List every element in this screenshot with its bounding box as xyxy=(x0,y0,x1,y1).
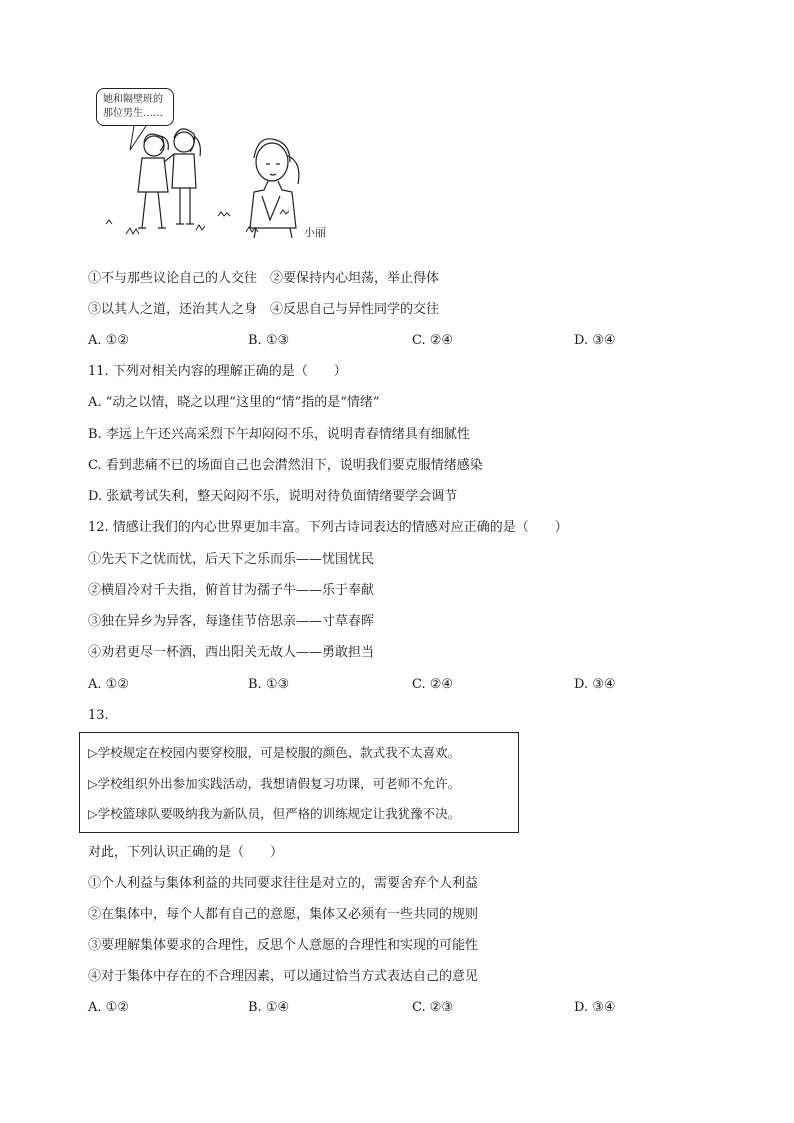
q13-scenario-1: ▷学校规定在校园内要穿校服，可是校服的颜色、款式我不太喜欢。 xyxy=(88,745,461,760)
q10-item-line-1: ①不与那些议论自己的人交往 ②要保持内心坦荡，举止得体 xyxy=(88,271,440,286)
speech-bubble-line-1: 她和隔壁班的 xyxy=(103,94,163,105)
cartoon-illustration xyxy=(96,88,346,248)
q13-scenario-3: ▷学校篮球队要吸纳我为新队员，但严格的训练规定让我犹豫不决。 xyxy=(88,806,461,821)
gossiping-girl-right xyxy=(172,129,200,224)
speech-bubble-line-2: 那位男生…… xyxy=(103,108,163,119)
q11-choice-c: C. 看到悲痛不已的场面自己也会潸然泪下，说明我们要克服情绪感染 xyxy=(88,458,483,473)
q11-choice-d: D. 张斌考试失利，整天闷闷不乐，说明对待负面情绪要学会调节 xyxy=(88,489,458,504)
q11-choice-a: A. “动之以情，晓之以理”这里的“情”指的是“情绪” xyxy=(88,395,380,410)
q12-item-3: ③独在异乡为异客，每逢佳节倍思亲——寸草春晖 xyxy=(88,614,375,629)
q10-option-d: D. ③④ xyxy=(574,333,616,348)
q13-item-2: ②在集体中，每个人都有自己的意愿，集体又必须有一些共同的规则 xyxy=(88,907,479,922)
gossiping-girl-left xyxy=(138,134,174,228)
grass-marks xyxy=(106,210,289,234)
q13-number: 13. xyxy=(88,708,109,723)
q12-item-2: ②横眉冷对千夫指，俯首甘为孺子牛——乐于奉献 xyxy=(88,583,375,598)
xiaoli-figure xyxy=(250,139,299,238)
q10-option-c: C. ②④ xyxy=(412,333,454,348)
q13-item-1: ①个人利益与集体利益的共同要求往往是对立的，需要舍弃个人利益 xyxy=(88,876,479,891)
q12-option-d: D. ③④ xyxy=(574,677,616,692)
q11-choice-b: B. 李远上午还兴高采烈下午却闷闷不乐，说明青春情绪具有细腻性 xyxy=(88,427,470,442)
q13-option-d: D. ③④ xyxy=(574,1000,616,1015)
q13-option-a: A. ①② xyxy=(88,1000,129,1015)
q12-options xyxy=(88,677,648,693)
q13-options xyxy=(88,1000,648,1016)
q13-item-3: ③要理解集体要求的合理性，反思个人意愿的合理性和实现的可能性 xyxy=(88,938,479,953)
q11-stem: 11. 下列对相关内容的理解正确的是（ ） xyxy=(88,364,347,379)
q13-stem: 对此，下列认识正确的是（ ） xyxy=(88,845,284,860)
q10-option-b: B. ①③ xyxy=(248,333,290,348)
q13-option-b: B. ①④ xyxy=(248,1000,290,1015)
q13-option-c: C. ②③ xyxy=(412,1000,454,1015)
q12-stem: 12. 情感让我们的内心世界更加丰富。下列古诗词表达的情感对应正确的是（ ） xyxy=(88,520,568,535)
q13-scenario-2: ▷学校组织外出参加实践活动，我想请假复习功课，可老师不允许。 xyxy=(88,776,461,791)
q12-item-1: ①先天下之忧而忧，后天下之乐而乐——忧国忧民 xyxy=(88,552,375,567)
q13-item-4: ④对于集体中存在的不合理因素，可以通过恰当方式表达自己的意见 xyxy=(88,969,479,984)
q10-item-line-2: ③以其人之道，还治其人之身 ④反思自己与异性同学的交往 xyxy=(88,302,440,317)
q12-option-a: A. ①② xyxy=(88,677,129,692)
q12-option-c: C. ②④ xyxy=(412,677,454,692)
q10-option-a: A. ①② xyxy=(88,333,129,348)
q10-options xyxy=(88,333,648,349)
q13-scenario-box xyxy=(79,732,519,833)
figure-label-xiaoli: 小丽 xyxy=(304,226,326,239)
q12-option-b: B. ①③ xyxy=(248,677,290,692)
q12-item-4: ④劝君更尽一杯酒，西出阳关无故人——勇敢担当 xyxy=(88,645,375,660)
